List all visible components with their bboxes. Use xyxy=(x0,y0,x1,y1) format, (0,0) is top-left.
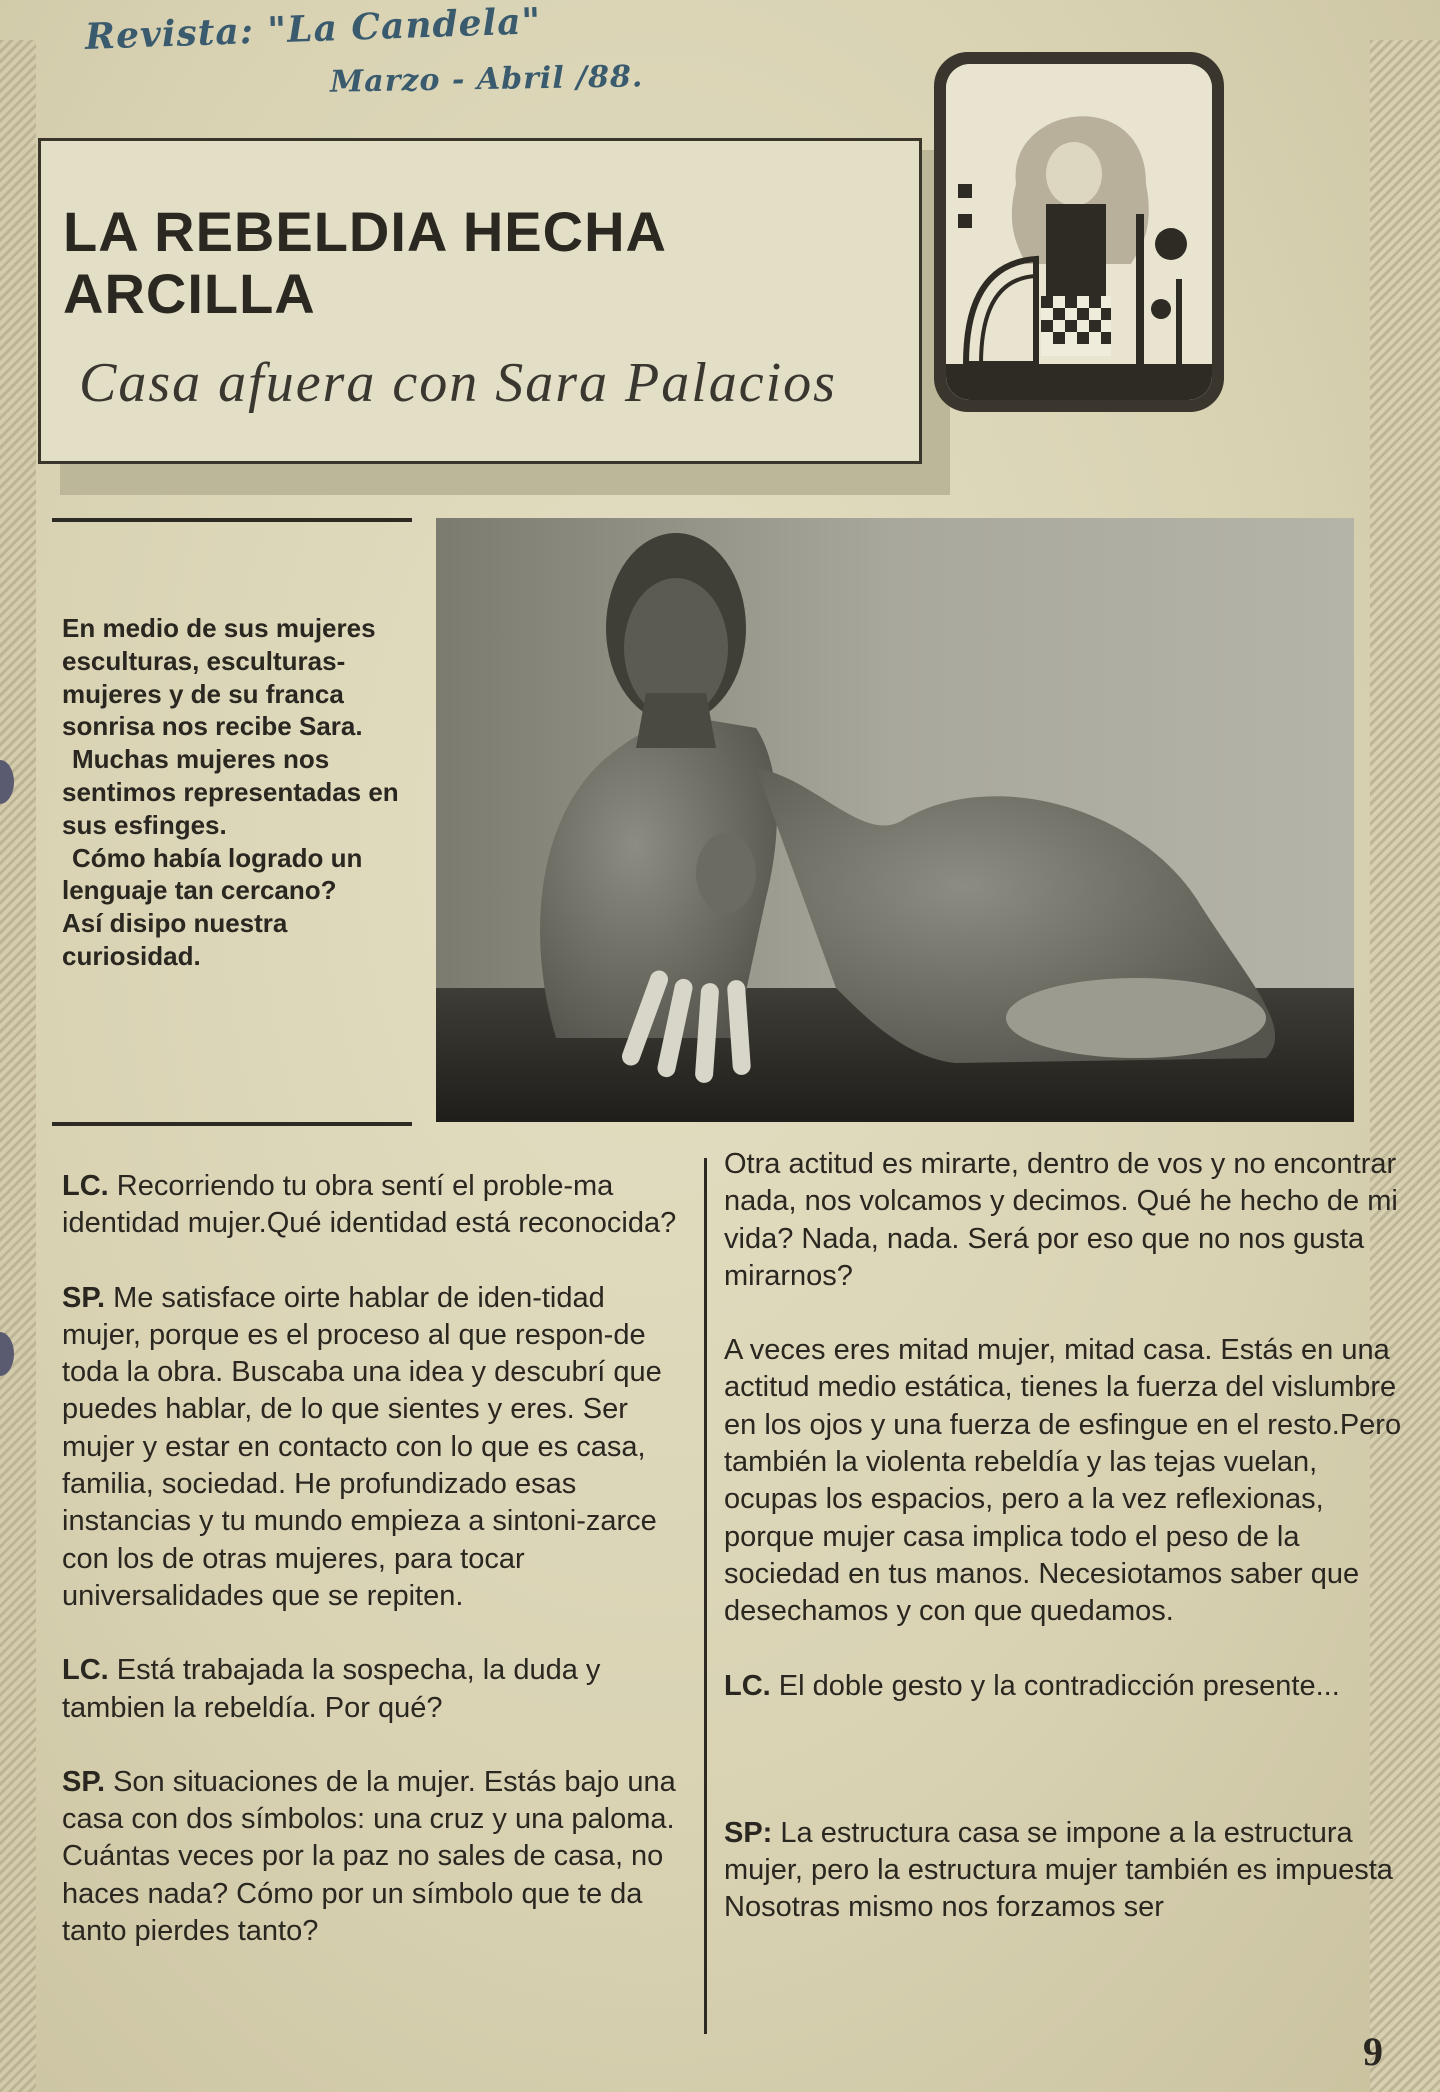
handwritten-annotation-line1: Revista: "La Candela" xyxy=(84,0,542,58)
intro-top-rule xyxy=(52,518,412,522)
intro-text xyxy=(62,612,412,973)
paragraph-text: Está trabajada la sospecha, la duda y tambien la rebeldía. Por qué? xyxy=(62,1654,601,1724)
interview-paragraph xyxy=(724,1146,1414,1295)
interview-left-column xyxy=(62,1168,682,1987)
column-divider xyxy=(704,1158,707,2034)
speaker-label: SP. xyxy=(62,1281,106,1314)
interview-paragraph xyxy=(62,1280,682,1616)
article-subtitle: Casa afuera con Sara Palacios xyxy=(79,352,837,414)
interview-paragraph xyxy=(62,1168,682,1243)
interview-paragraph xyxy=(62,1652,682,1727)
interview-paragraph xyxy=(724,1668,1414,1705)
speaker-label: SP. xyxy=(62,1765,106,1798)
speaker-label: LC. xyxy=(724,1669,771,1702)
magazine-logo xyxy=(934,52,1224,412)
intro-paragraph: Así disipo nuestra curiosidad. xyxy=(62,908,288,971)
intro-bottom-rule xyxy=(52,1122,412,1126)
intro-paragraph: Muchas mujeres nos sentimos representadas en sus esfinges. xyxy=(62,744,399,840)
header-box xyxy=(38,138,922,464)
speaker-label: LC. xyxy=(62,1170,109,1202)
sculpture-image xyxy=(436,518,1354,1122)
paragraph-text: Son situaciones de la mujer. Estás bajo una casa con dos símbolos: una cruz y una paloma. Cuántas veces por la paz no sales de casa, no haces nada? Cómo por un símbolo que te da tanto pierdes tanto? xyxy=(62,1765,676,1948)
paragraph-text: Recorriendo tu obra sentí el proble-ma identidad mujer.Qué identidad está reconocida? xyxy=(62,1170,677,1240)
sculpture-photo xyxy=(436,518,1354,1122)
speaker-label: SP: xyxy=(724,1816,773,1849)
left-margin-texture xyxy=(0,40,36,2092)
interview-paragraph xyxy=(724,1332,1414,1630)
interview-paragraph xyxy=(724,1815,1414,1927)
speaker-label: LC. xyxy=(62,1654,109,1687)
paragraph-text: A veces eres mitad mujer, mitad casa. Estás en una actitud medio estática, tienes la fuerza del vislumbre en los ojos y una fuerza de esfingue en el resto.Pero también la violenta rebeldía y las tejas vuelan, ocupas los espacios, pero a la vez reflexionas, porque mujer casa implica todo el peso de la sociedad en tus manos. Necesiotamos saber que desechamos y con que quedamos. xyxy=(724,1334,1402,1628)
intro-paragraph: En medio de sus mujeres esculturas, esculturas-mujeres y de su franca sonrisa nos recibe Sara. xyxy=(62,613,376,742)
interview-right-column xyxy=(724,1146,1414,1964)
interview-paragraph xyxy=(62,1764,682,1950)
paragraph-text: El doble gesto y la contradicción presente... xyxy=(770,1669,1340,1702)
handwritten-annotation-line2: Marzo - Abril /88. xyxy=(329,59,644,100)
article-title: LA REBELDIA HECHA ARCILLA xyxy=(63,200,665,325)
page-number: 9 xyxy=(1363,2029,1383,2074)
logo-illustration-icon xyxy=(946,64,1212,400)
intro-paragraph: Cómo había logrado un lenguaje tan cercano? xyxy=(62,842,363,906)
paragraph-text: La estructura casa se impone a la estructura mujer, pero la estructura mujer también es impuesta Nosotras mismo nos forzamos ser xyxy=(724,1816,1393,1924)
paragraph-text: Me satisface oirte hablar de iden-tidad mujer, porque es el proceso al que respon-de toda la obra. Buscaba una idea y descubrí que puedes hablar, de lo que sientes y eres. Ser mujer y estar en contacto con lo que es casa, familia, sociedad. He profundizado esas instancias y tu mundo empieza a sintoni-zarce con los de otras mujeres, para tocar universalidades que se repiten. xyxy=(62,1281,662,1612)
paragraph-text: Otra actitud es mirarte, dentro de vos y no encontrar nada, nos volcamos y decimos. Qué he hecho de mi vida? Nada, nada. Será por eso que no nos gusta mirarnos? xyxy=(724,1148,1398,1292)
